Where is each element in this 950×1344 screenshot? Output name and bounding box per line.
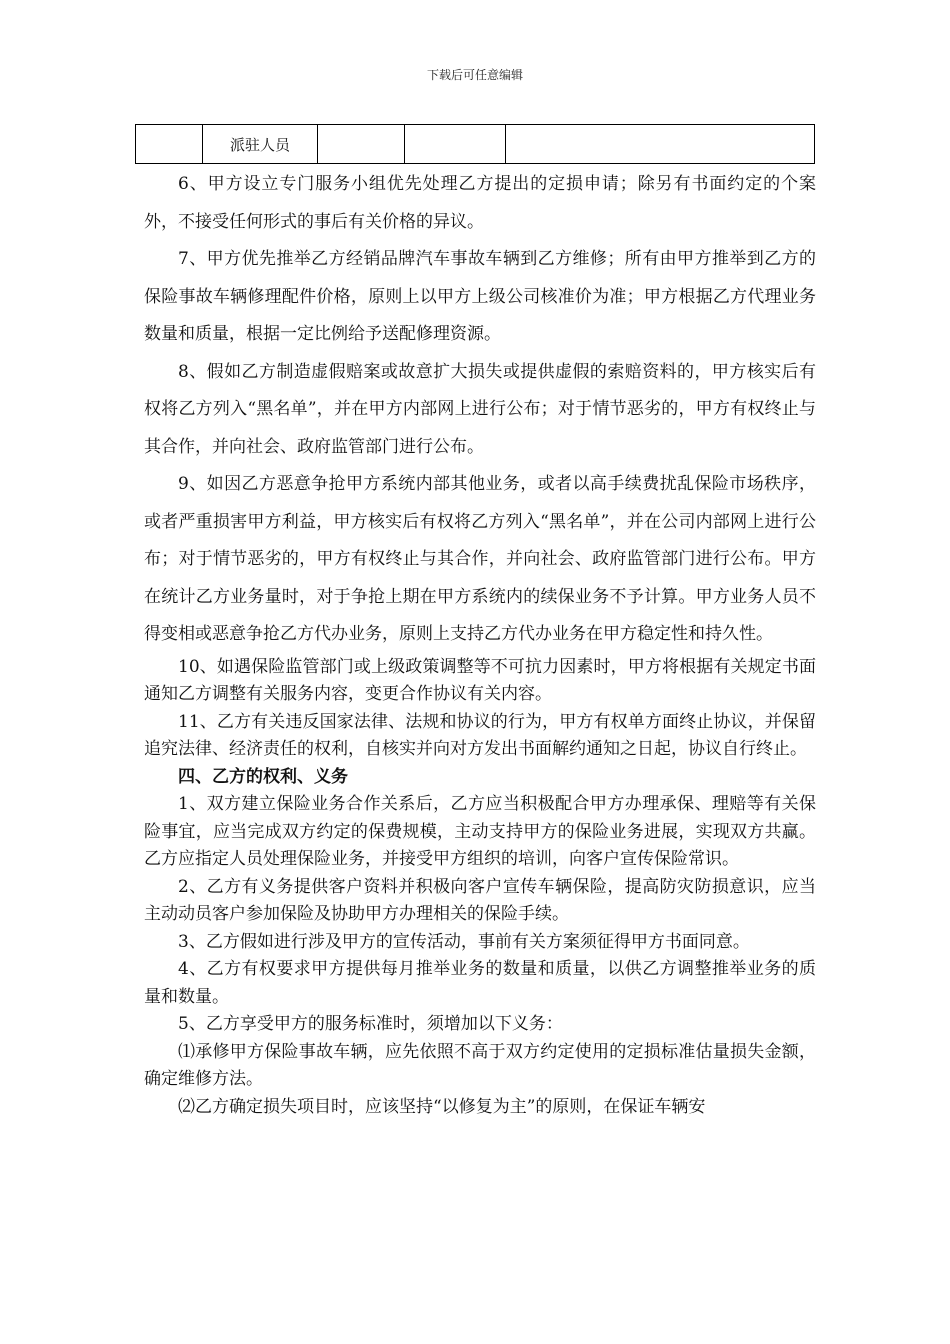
personnel-table	[135, 124, 815, 164]
paragraph: 2、乙方有义务提供客户资料并积极向客户宣传车辆保险，提高防灾防损意识，应当主动动员客户参加保险及协助甲方办理相关的保险手续。	[144, 876, 816, 924]
table-cell	[506, 125, 815, 164]
section-heading: 四、乙方的权利、义务	[178, 766, 348, 787]
paragraph: 4、乙方有权要求甲方提供每月推举业务的数量和质量，以供乙方调整推举业务的质量和数量。	[144, 959, 816, 1007]
table-cell	[136, 125, 203, 164]
page-header: 下载后可任意编辑	[426, 68, 523, 82]
paragraph: 1、双方建立保险业务合作关系后，乙方应当积极配合甲方办理承保、理赔等有关保险事宜，应当完成双方约定的保费规模，主动支持甲方的保险业务进展，实现双方共赢。乙方应指定人员处理保险业务，并接受甲方组织的培训，向客户宣传保险常识。	[144, 794, 816, 869]
paragraph: 8、假如乙方制造虚假赔案或故意扩大损失或提供虚假的索赔资料的，甲方核实后有权将乙方列入“黑名单”，并在甲方内部网上进行公布；对于情节恶劣的，甲方有权终止与其合作，并向社会、政府监管部门进行公布。	[144, 361, 816, 457]
paragraph: 9、如因乙方恶意争抢甲方系统内部其他业务，或者以高手续费扰乱保险市场秩序，或者严重损害甲方利益，甲方核实后有权将乙方列入“黑名单”，并在公司内部网上进行公布；对于情节恶劣的，甲方有权终止与其合作，并向社会、政府监管部门进行公布。甲方在统计乙方业务量时，对于争抢上期在甲方系统内的续保业务不予计算。甲方业务人员不得变相或恶意争抢乙方代办业务，原则上支持乙方代办业务在甲方稳定性和持久性。	[144, 474, 816, 644]
document-body	[144, 166, 816, 1121]
table-row	[136, 125, 815, 164]
paragraph: 3、乙方假如进行涉及甲方的宣传活动，事前有关方案须征得甲方书面同意。	[178, 931, 750, 952]
table-cell	[318, 125, 405, 164]
paragraph: 10、如遇保险监管部门或上级政策调整等不可抗力因素时，甲方将根据有关规定书面通知乙方调整有关服务内容，变更合作协议有关内容。	[144, 656, 816, 704]
paragraph: 7、甲方优先推举乙方经销品牌汽车事故车辆到乙方维修；所有由甲方推举到乙方的保险事故车辆修理配件价格，原则上以甲方上级公司核准价为准；甲方根据乙方代理业务数量和质量，根据一定比例给予送配修理资源。	[144, 249, 816, 344]
paragraph: 5、乙方享受甲方的服务标准时，须增加以下义务：	[178, 1014, 563, 1034]
paragraph: ⑵乙方确定损失项目时，应该坚持“以修复为主”的原则，在保证车辆安	[178, 1096, 706, 1117]
table-cell	[405, 125, 506, 164]
paragraph: 6、甲方设立专门服务小组优先处理乙方提出的定损申请；除另有书面约定的个案外，不接受任何形式的事后有关价格的异议。	[144, 174, 816, 232]
paragraph: 11、乙方有关违反国家法律、法规和协议的行为，甲方有权单方面终止协议，并保留追究法律、经济责任的权利，自核实并向对方发出书面解约通知之日起，协议自行终止。	[144, 711, 816, 759]
paragraph: ⑴承修甲方保险事故车辆，应先依照不高于双方约定使用的定损标准估量损失金额，确定维修方法。	[144, 1041, 816, 1089]
table-cell-label: 派驻人员	[203, 125, 318, 164]
